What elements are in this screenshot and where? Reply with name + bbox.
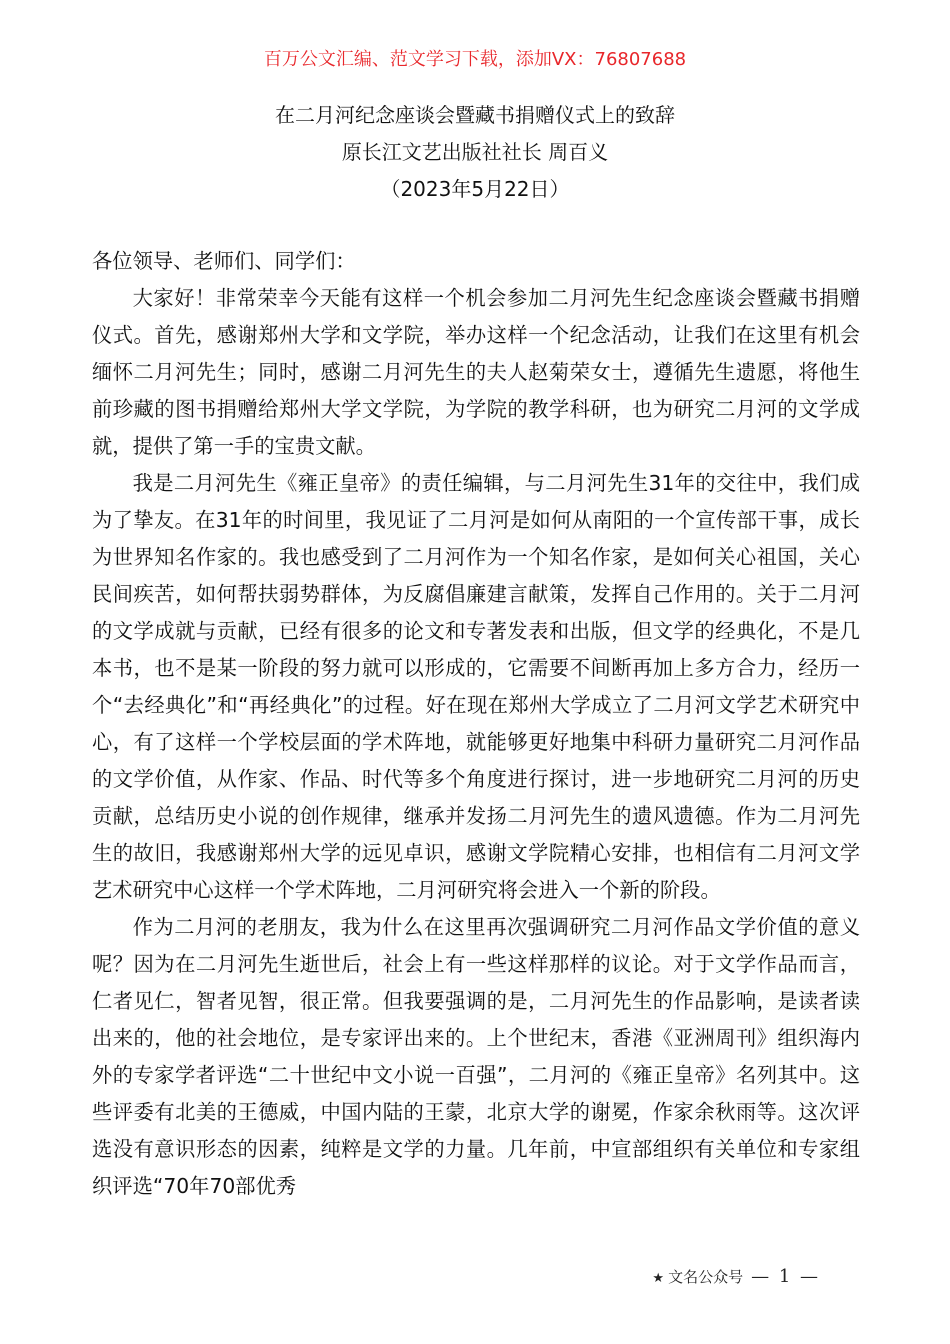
promo-banner: 百万公文汇编、范文学习下载，添加VX：76807688	[263, 49, 687, 70]
document-title: 在二月河纪念座谈会暨藏书捐赠仪式上的致辞	[275, 103, 675, 127]
document-body	[92, 243, 860, 1205]
footer-source: 文名公众号	[668, 1268, 744, 1286]
paragraph: 作为二月河的老朋友，我为什么在这里再次强调研究二月河作品文学价值的意义呢？因为在二月河先生逝世后，社会上有一些这样那样的议论。对于文学作品而言，仁者见仁，智者见智，很正常。但我要强调的是，二月河先生的作品影响，是读者读出来的，他的社会地位，是专家评出来的。上个世纪末，香港《亚洲周刊》组织海内外的专家学者评选“二十世纪中文小说一百强”，二月河的《雍正皇帝》名列其中。这些评委有北美的王德威，中国内陆的王蒙，北京大学的谢冕，作家余秋雨等。这次评选没有意识形态的因素，纯粹是文学的力量。几年前，中宣部组织有关单位和专家组织评选“70年70部优秀	[92, 915, 860, 1198]
document-header	[0, 97, 950, 208]
document-date: （2023年5月22日）	[380, 177, 570, 201]
star-icon: ★	[652, 1271, 665, 1286]
paragraph: 我是二月河先生《雍正皇帝》的责任编辑，与二月河先生31年的交往中，我们成为了挚友。在31年的时间里，我见证了二月河是如何从南阳的一个宣传部干事，成长为世界知名作家的。我也感受到了二月河作为一个知名作家，是如何关心祖国，关心民间疾苦，如何帮扶弱势群体，为反腐倡廉建言献策，发挥自己作用的。关于二月河的文学成就与贡献，已经有很多的论文和专著发表和出版，但文学的经典化，不是几本书，也不是某一阶段的努力就可以形成的，它需要不间断再加上多方合力，经历一个“去经典化”和“再经典化”的过程。好在现在郑州大学成立了二月河文学艺术研究中心，有了这样一个学校层面的学术阵地，就能够更好地集中科研力量研究二月河作品的文学价值，从作家、作品、时代等多个角度进行探讨，进一步地研究二月河的历史贡献，总结历史小说的创作规律，继承并发扬二月河先生的遗风遗德。作为二月河先生的故旧，我感谢郑州大学的远见卓识，感谢文学院精心安排，也相信有二月河文学艺术研究中心这样一个学术阵地，二月河研究将会进入一个新的阶段。	[92, 471, 860, 902]
document-author: 原长江文艺出版社社长 周百义	[341, 140, 609, 164]
page-footer	[652, 1267, 820, 1289]
salutation: 各位领导、老师们、同学们：	[92, 249, 356, 273]
page-number: — 1 —	[751, 1266, 820, 1287]
paragraph: 大家好！非常荣幸今天能有这样一个机会参加二月河先生纪念座谈会暨藏书捐赠仪式。首先，感谢郑州大学和文学院，举办这样一个纪念活动，让我们在这里有机会缅怀二月河先生；同时，感谢二月河先生的夫人赵菊荣女士，遵循先生遗愿，将他生前珍藏的图书捐赠给郑州大学文学院，为学院的教学科研，也为研究二月河的文学成就，提供了第一手的宝贵文献。	[92, 286, 860, 458]
